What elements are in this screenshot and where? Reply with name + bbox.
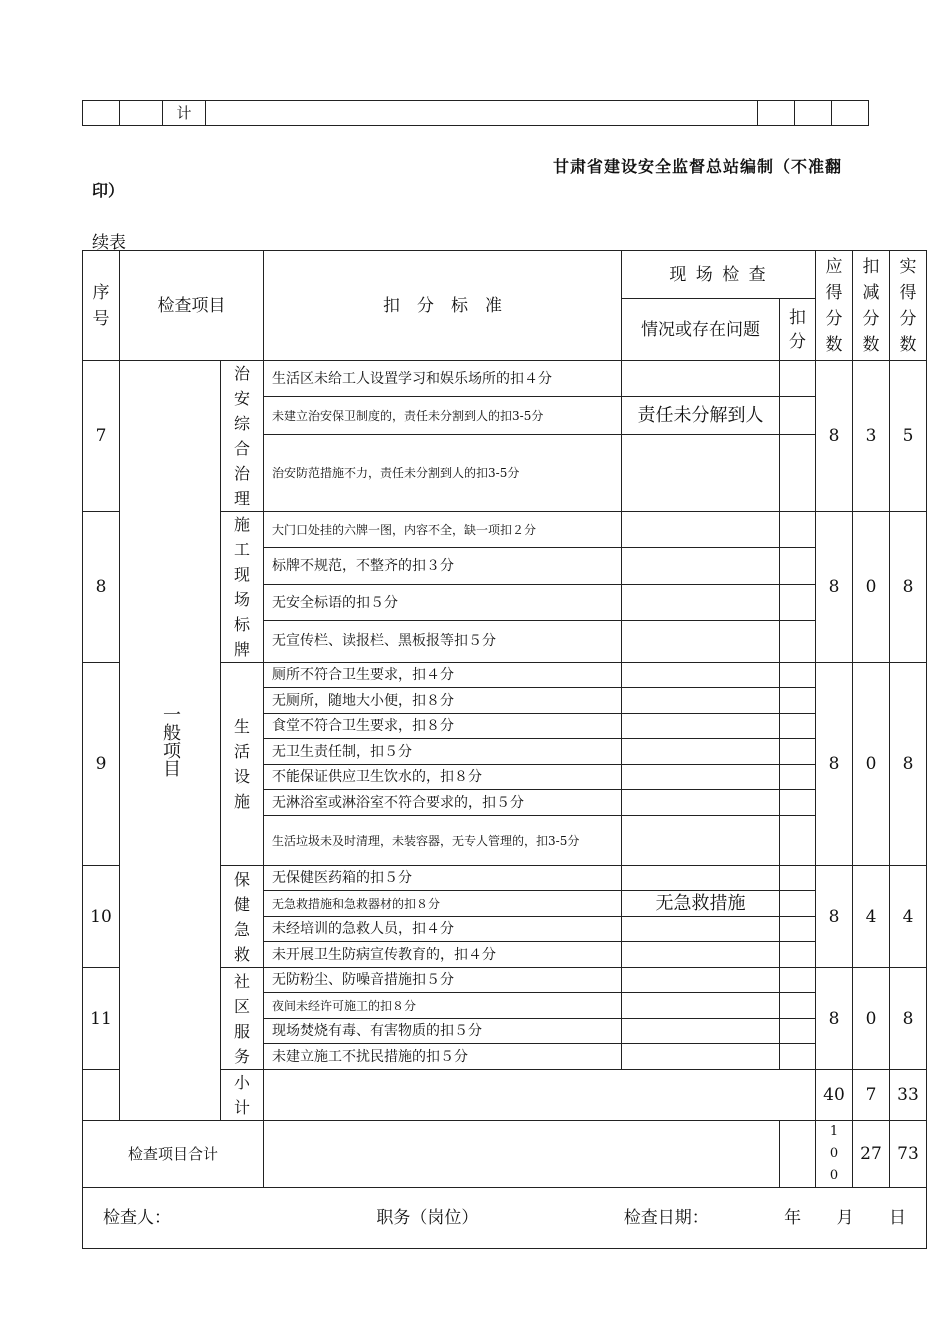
deduct-cell: [780, 663, 816, 688]
issue-cell: [622, 968, 780, 993]
issue-cell: [622, 765, 780, 790]
deduct-cell: [780, 917, 816, 942]
group-minus: 0: [853, 663, 890, 866]
issue-cell: [622, 663, 780, 688]
issue-cell: [622, 512, 780, 548]
group-actual: 8: [890, 968, 927, 1070]
signature-row: [83, 1188, 927, 1249]
deduction-standard: 无卫生责任制，扣５分: [264, 739, 622, 765]
group-name: 保健急救: [221, 866, 264, 968]
group-seq: 10: [83, 866, 120, 968]
group-name: 生活设施: [221, 663, 264, 866]
group-minus: 3: [853, 361, 890, 512]
deduct-cell: [780, 942, 816, 968]
deduct-cell: [780, 512, 816, 548]
group-seq: 11: [83, 968, 120, 1070]
group-due: 8: [816, 512, 853, 663]
category-cell: [120, 361, 221, 1121]
group-name: 社区服务: [221, 968, 264, 1070]
previous-page-table: [82, 100, 869, 126]
issue-cell: [622, 688, 780, 714]
group-actual: 4: [890, 866, 927, 968]
deduction-standard: 现场焚烧有毒、有害物质的扣５分: [264, 1019, 622, 1044]
group-actual: 8: [890, 512, 927, 663]
subtotal-label: 小计: [221, 1070, 264, 1121]
group-seq: 9: [83, 663, 120, 866]
group-minus: 0: [853, 968, 890, 1070]
group-due: 8: [816, 663, 853, 866]
deduct-cell: [780, 548, 816, 585]
deduction-standard: 大门口处挂的六牌一图，内容不全，缺一项扣２分: [264, 512, 622, 548]
deduction-standard: 无防粉尘、防噪音措施扣５分: [264, 968, 622, 993]
header-seq: 序号: [83, 251, 120, 361]
issue-cell: [622, 361, 780, 397]
deduct-cell: [780, 688, 816, 714]
year-label: 年: [784, 1208, 802, 1228]
total-row: [83, 1121, 927, 1188]
group-minus: 0: [853, 512, 890, 663]
deduction-standard: 标牌不规范，不整齐的扣３分: [264, 548, 622, 585]
issue-cell: [622, 714, 780, 739]
issue-cell: [622, 816, 780, 866]
day-label: 日: [888, 1208, 906, 1228]
deduct-cell: [780, 765, 816, 790]
group-seq: 7: [83, 361, 120, 512]
group-actual: 5: [890, 361, 927, 512]
deduction-standard: 无保健医药箱的扣５分: [264, 866, 622, 891]
issue-cell: 责任未分解到人: [622, 397, 780, 435]
group-due: 8: [816, 866, 853, 968]
deduction-standard: 未开展卫生防病宣传教育的，扣４分: [264, 942, 622, 968]
group-minus: 4: [853, 866, 890, 968]
issue-cell: [622, 866, 780, 891]
header-issue: 情况或存在问题: [622, 299, 780, 361]
total-minus: 27: [853, 1121, 890, 1188]
deduction-standard: 不能保证供应卫生饮水的，扣８分: [264, 765, 622, 790]
group-actual: 8: [890, 663, 927, 866]
deduct-cell: [780, 435, 816, 512]
deduct-cell: [780, 714, 816, 739]
month-label: 月: [836, 1208, 854, 1228]
deduct-cell: [780, 968, 816, 993]
total-due: 100: [816, 1121, 853, 1188]
issue-cell: [622, 790, 780, 816]
deduct-cell: [780, 993, 816, 1019]
header-actual: 实得分数: [890, 251, 927, 361]
issue-cell: [622, 739, 780, 765]
deduction-standard: 未建立施工不扰民措施的扣５分: [264, 1044, 622, 1070]
header-deduct: 扣分: [780, 299, 816, 361]
inspection-table: [82, 250, 927, 1249]
deduct-cell: [780, 397, 816, 435]
total-label: 检查项目合计: [83, 1121, 264, 1188]
subtotal-minus: 7: [853, 1070, 890, 1121]
deduction-standard: 无宣传栏、读报栏、黑板报等扣５分: [264, 620, 622, 662]
deduction-standard: 生活垃圾未及时清理，未装容器，无专人管理的，扣3-5分: [264, 816, 622, 866]
deduction-standard: 厕所不符合卫生要求，扣４分: [264, 663, 622, 688]
issuer-line-continued: 印）: [92, 181, 125, 200]
group-name: 施工现场标牌: [221, 512, 264, 663]
deduct-cell: [780, 866, 816, 891]
issue-cell: [622, 1019, 780, 1044]
deduction-standard: 无急救措施和急救器材的扣８分: [264, 891, 622, 917]
issue-cell: [622, 620, 780, 662]
deduct-cell: [780, 739, 816, 765]
deduction-standard: 未建立治安保卫制度的，责任未分割到人的扣3-5分: [264, 397, 622, 435]
header-item: 检查项目: [120, 251, 264, 361]
date-label: 检查日期：: [623, 1208, 709, 1228]
header-standard: 扣 分 标 准: [264, 251, 622, 361]
deduction-standard: 生活区未给工人设置学习和娱乐场所的扣４分: [264, 361, 622, 397]
total-actual: 73: [890, 1121, 927, 1188]
group-name: 治安综合治理: [221, 361, 264, 512]
table-row: [83, 361, 927, 397]
deduct-cell: [780, 891, 816, 917]
header-minus: 扣减分数: [853, 251, 890, 361]
header-onsite: 现 场 检 查: [622, 251, 816, 299]
deduction-standard: 治安防范措施不力，责任未分割到人的扣3-5分: [264, 435, 622, 512]
deduct-cell: [780, 790, 816, 816]
issue-cell: [622, 435, 780, 512]
deduct-cell: [780, 1019, 816, 1044]
deduct-cell: [780, 1044, 816, 1070]
position-label: 职务（岗位）: [376, 1208, 479, 1228]
issue-cell: [622, 585, 780, 620]
subtotal-due: 40: [816, 1070, 853, 1121]
deduction-standard: 未经培训的急救人员，扣４分: [264, 917, 622, 942]
group-seq: 8: [83, 512, 120, 663]
issue-cell: [622, 917, 780, 942]
deduction-standard: 夜间未经许可施工的扣８分: [264, 993, 622, 1019]
deduct-cell: [780, 816, 816, 866]
group-due: 8: [816, 361, 853, 512]
category-label: 一般项目: [160, 704, 181, 777]
deduction-standard: 无安全标语的扣５分: [264, 585, 622, 620]
issue-cell: [622, 993, 780, 1019]
issue-cell: [622, 1044, 780, 1070]
deduction-standard: 无淋浴室或淋浴室不符合要求的，扣５分: [264, 790, 622, 816]
continued-label: 续表: [92, 233, 126, 253]
issuer-line: 甘肃省建设安全监督总站编制（不准翻: [553, 157, 843, 176]
subtotal-actual: 33: [890, 1070, 927, 1121]
top-row-label: 计: [163, 101, 206, 126]
deduct-cell: [780, 361, 816, 397]
inspector-label: 检查人：: [103, 1208, 171, 1228]
issue-cell: [622, 548, 780, 585]
issue-cell: [622, 942, 780, 968]
deduct-cell: [780, 585, 816, 620]
deduction-standard: 无厕所，随地大小便，扣８分: [264, 688, 622, 714]
issue-cell: 无急救措施: [622, 891, 780, 917]
deduction-standard: 食堂不符合卫生要求，扣８分: [264, 714, 622, 739]
group-due: 8: [816, 968, 853, 1070]
deduct-cell: [780, 620, 816, 662]
header-due: 应得分数: [816, 251, 853, 361]
